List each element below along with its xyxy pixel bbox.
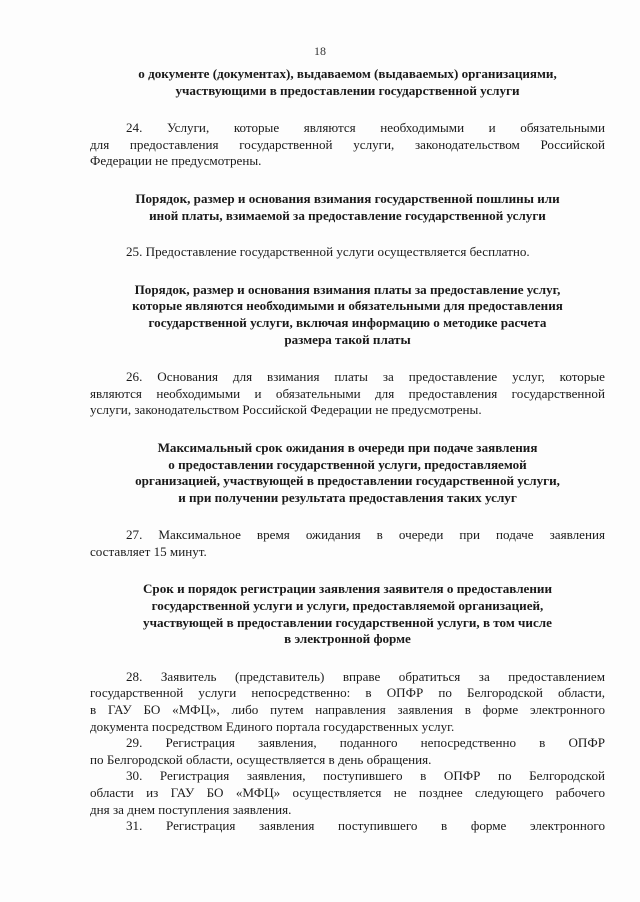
paragraph (90, 768, 605, 818)
block-spacer (90, 99, 605, 120)
heading-line: участвующей в предоставлении государственной услуги, в том числе (143, 614, 552, 630)
heading-line: государственной услуги и услуги, предоставляемой организацией, (151, 598, 544, 614)
heading-line: государственной услуги, включая информацию о методике расчета (148, 314, 547, 330)
block-spacer (90, 419, 605, 440)
paragraph (90, 735, 605, 768)
paragraph (90, 669, 605, 735)
heading-line: Порядок, размер и основания взимания государственной пошлины или (135, 190, 560, 206)
section-heading (90, 282, 605, 348)
paragraph-line: 30. Регистрация заявления, поступившего в ОПФР по Белгородской (126, 768, 605, 784)
paragraph-line: являются необходимыми и обязательными для предоставления государственной (90, 385, 605, 401)
paragraph-line: 24. Услуги, которые являются необходимыми и обязательными (126, 120, 605, 136)
heading-line: о документе (документах), выдаваемом (выдаваемых) организациями, (138, 66, 557, 81)
heading-line: которые являются необходимыми и обязательными для предоставления (132, 298, 563, 314)
paragraph-line: 28. Заявитель (представитель) вправе обратиться за предоставлением (126, 668, 605, 684)
paragraph-line: дня за днем поступления заявления. (90, 801, 292, 817)
paragraph-line: 29. Регистрация заявления, поданного непосредственно в ОПФР (126, 735, 605, 751)
section-heading (90, 440, 605, 506)
heading-line: о предоставлении государственной услуги, предоставляемой (168, 456, 527, 472)
paragraph-line: 25. Предоставление государственной услуги осуществляется бесплатно. (126, 244, 530, 260)
block-spacer (90, 560, 605, 581)
paragraph (90, 527, 605, 560)
paragraph-line: 27. Максимальное время ожидания в очереди при подаче заявления (126, 527, 605, 543)
heading-line: и при получении результата предоставления таких услуг (178, 489, 517, 505)
paragraph-line: Федерации не предусмотрены. (90, 153, 262, 169)
paragraph (90, 818, 605, 835)
paragraph (90, 120, 605, 170)
paragraph-line: 31. Регистрация заявления поступившего в форме электронного (126, 818, 605, 834)
block-spacer (90, 170, 605, 191)
heading-line: организацией, участвующей в предоставлении государственной услуги, (135, 473, 560, 489)
block-spacer (90, 506, 605, 527)
paragraph (90, 369, 605, 419)
block-spacer (90, 224, 605, 244)
paragraph-line: области из ГАУ БО «МФЦ» осуществляется не позднее следующего рабочего (90, 785, 605, 800)
paragraph-line: услуги, законодательством Российской Федерации не предусмотрены. (90, 402, 482, 418)
paragraph (90, 244, 605, 261)
section-heading (90, 191, 605, 224)
block-spacer (90, 648, 605, 669)
paragraph-line: для предоставления государственной услуги, законодательством Российской (90, 136, 605, 152)
heading-line: размера такой платы (284, 331, 411, 347)
section-heading (90, 581, 605, 647)
paragraph-line: государственной услуги непосредственно: в ОПФР по Белгородской области, (90, 685, 605, 701)
paragraph-line: документа посредством Единого портала государственных услуг. (90, 718, 455, 734)
block-spacer (90, 348, 605, 369)
heading-line: Максимальный срок ожидания в очереди при подаче заявления (157, 439, 538, 455)
heading-line: иной платы, взимаемой за предоставление государственной услуги (149, 207, 546, 223)
paragraph-line: в ГАУ БО «МФЦ», либо путем направления заявления в форме электронного (90, 702, 605, 718)
page-number: 18 (314, 44, 326, 58)
heading-line: в электронной форме (284, 631, 411, 647)
paragraph-line: по Белгородской области, осуществляется в день обращения. (90, 751, 432, 767)
paragraph-line: составляет 15 минут. (90, 543, 207, 559)
document-body (90, 66, 605, 835)
heading-line: участвующими в предоставлении государственной услуги (175, 82, 520, 98)
heading-line: Порядок, размер и основания взимания платы за предоставление услуг, (134, 281, 561, 297)
paragraph-line: 26. Основания для взимания платы за предоставление услуг, которые (126, 369, 605, 385)
heading-line: Срок и порядок регистрации заявления заявителя о предоставлении (142, 581, 553, 597)
block-spacer (90, 261, 605, 282)
section-heading (90, 66, 605, 99)
